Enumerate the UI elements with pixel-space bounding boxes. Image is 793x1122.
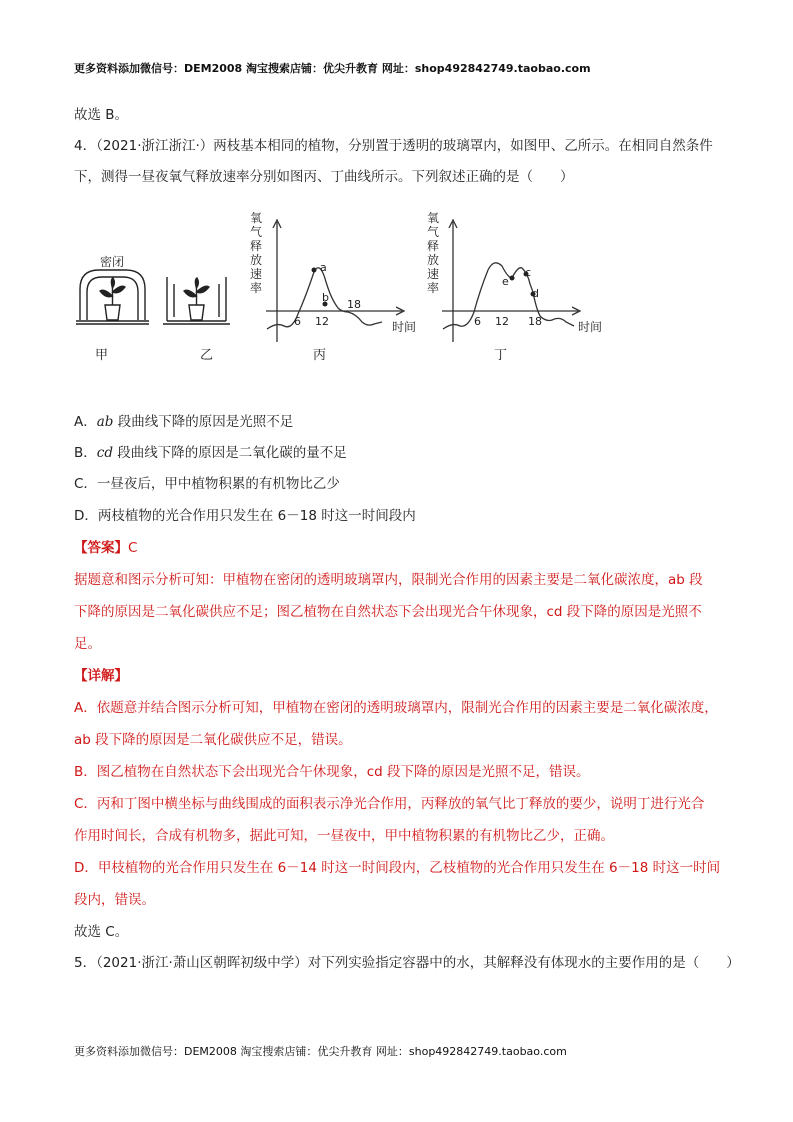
detail-a-2: ab 段下降的原因是二氧化碳供应不足，错误。 xyxy=(74,732,352,748)
svg-text:放: 放 xyxy=(427,253,440,267)
ding-tick-6: 6 xyxy=(474,315,481,328)
panel-yi xyxy=(163,277,230,324)
svg-text:释: 释 xyxy=(250,239,263,253)
svg-text:氧: 氧 xyxy=(427,211,440,225)
page-header: 更多资料添加微信号：DEM2008 淘宝搜索店铺：优尖升教育 网址：shop492842749.taobao.com xyxy=(74,62,591,75)
final-answer: 故选 C。 xyxy=(74,924,129,940)
answer-explain-1: 据题意和图示分析可知：甲植物在密闭的透明玻璃罩内，限制光合作用的因素主要是二氧化碳浓度，ab 段 xyxy=(74,572,703,588)
ding-tick-12: 12 xyxy=(495,315,509,328)
point-d: d xyxy=(532,287,539,300)
graph-ding xyxy=(442,220,580,342)
previous-answer: 故选 B。 xyxy=(74,107,129,123)
detail-b-1: B．图乙植物在自然状态下会出现光合午休现象，cd 段下降的原因是光照不足，错误。 xyxy=(74,764,590,780)
svg-text:率: 率 xyxy=(427,281,440,295)
bing-tick-12: 12 xyxy=(315,315,329,328)
detail-a-1: A．依题意并结合图示分析可知，甲植物在密闭的透明玻璃罩内，限制光合作用的因素主要是二氧化碳浓度， xyxy=(74,700,718,716)
svg-text:氧: 氧 xyxy=(250,211,263,225)
detail-d-1: D．甲枝植物的光合作用只发生在 6－14 时这一时间段内，乙枝植物的光合作用只发生在 6－18 时这一时间 xyxy=(74,860,721,876)
ding-xlabel: 时间 xyxy=(578,320,603,334)
svg-text:释: 释 xyxy=(427,239,440,253)
svg-text:气: 气 xyxy=(250,225,263,239)
answer-explain-2: 下降的原因是二氧化碳供应不足；图乙植物在自然状态下会出现光合午休现象，cd 段下降的原因是光照不 xyxy=(74,604,702,620)
bing-tick-6: 6 xyxy=(294,315,301,328)
bing-tick-18: 18 xyxy=(347,298,361,311)
ding-ylabel xyxy=(427,211,439,295)
question-line-2: 下，测得一昼夜氧气释放速率分别如图丙、丁曲线所示。下列叙述正确的是（ ） xyxy=(74,169,574,185)
svg-text:速: 速 xyxy=(427,267,440,281)
bing-xlabel: 时间 xyxy=(392,320,417,334)
option-a: A．ab 段曲线下降的原因是光照不足 xyxy=(74,414,294,430)
graph-bing xyxy=(266,220,404,342)
detail-c-1: C．丙和丁图中横坐标与曲线围成的面积表示净光合作用，丙释放的氧气比丁释放的要少，说明丁进行光合 xyxy=(74,796,705,812)
point-b: b xyxy=(322,291,329,304)
question-line-1: 4．（2021·浙江浙江·）两枝基本相同的植物，分别置于透明的玻璃罩内，如图甲、乙所示。在相同自然条件 xyxy=(74,138,713,154)
answer-value: C xyxy=(128,540,138,556)
caption-bing: 丙 xyxy=(313,348,327,363)
answer-row xyxy=(74,536,137,556)
option-d: D．两枝植物的光合作用只发生在 6－18 时这一时间段内 xyxy=(74,508,416,524)
option-c: C．一昼夜后，甲中植物积累的有机物比乙少 xyxy=(74,476,340,492)
sealed-label: 密闭 xyxy=(100,255,125,269)
svg-text:速: 速 xyxy=(250,267,263,281)
page-footer: 更多资料添加微信号：DEM2008 淘宝搜索店铺：优尖升教育 网址：shop492842749.taobao.com xyxy=(74,1045,567,1058)
svg-text:率: 率 xyxy=(250,281,263,295)
answer-explain-3: 足。 xyxy=(74,636,101,652)
panel-jia xyxy=(76,270,149,324)
detail-c-2: 作用时间长，合成有机物多，据此可知，一昼夜中，甲中植物积累的有机物比乙少，正确。 xyxy=(74,828,614,844)
option-b: B．cd 段曲线下降的原因是二氧化碳的量不足 xyxy=(74,445,347,461)
detail-tag: 【详解】 xyxy=(74,668,128,684)
answer-tag: 【答案】 xyxy=(74,540,128,556)
detail-d-2: 段内，错误。 xyxy=(74,892,155,908)
caption-ding: 丁 xyxy=(494,348,508,363)
point-e: e xyxy=(502,275,509,288)
caption-yi: 乙 xyxy=(200,348,214,363)
point-a: a xyxy=(320,261,327,274)
caption-jia: 甲 xyxy=(95,348,109,363)
next-question: 5．（2021·浙江·萧山区朝晖初级中学）对下列实验指定容器中的水，其解释没有体现水的主要作用的是（ ） xyxy=(74,955,740,971)
svg-text:气: 气 xyxy=(427,225,440,239)
ding-tick-18: 18 xyxy=(528,315,542,328)
svg-text:放: 放 xyxy=(250,253,263,267)
bing-ylabel xyxy=(250,211,262,295)
question-figure xyxy=(70,204,630,369)
point-c: c xyxy=(525,266,532,279)
